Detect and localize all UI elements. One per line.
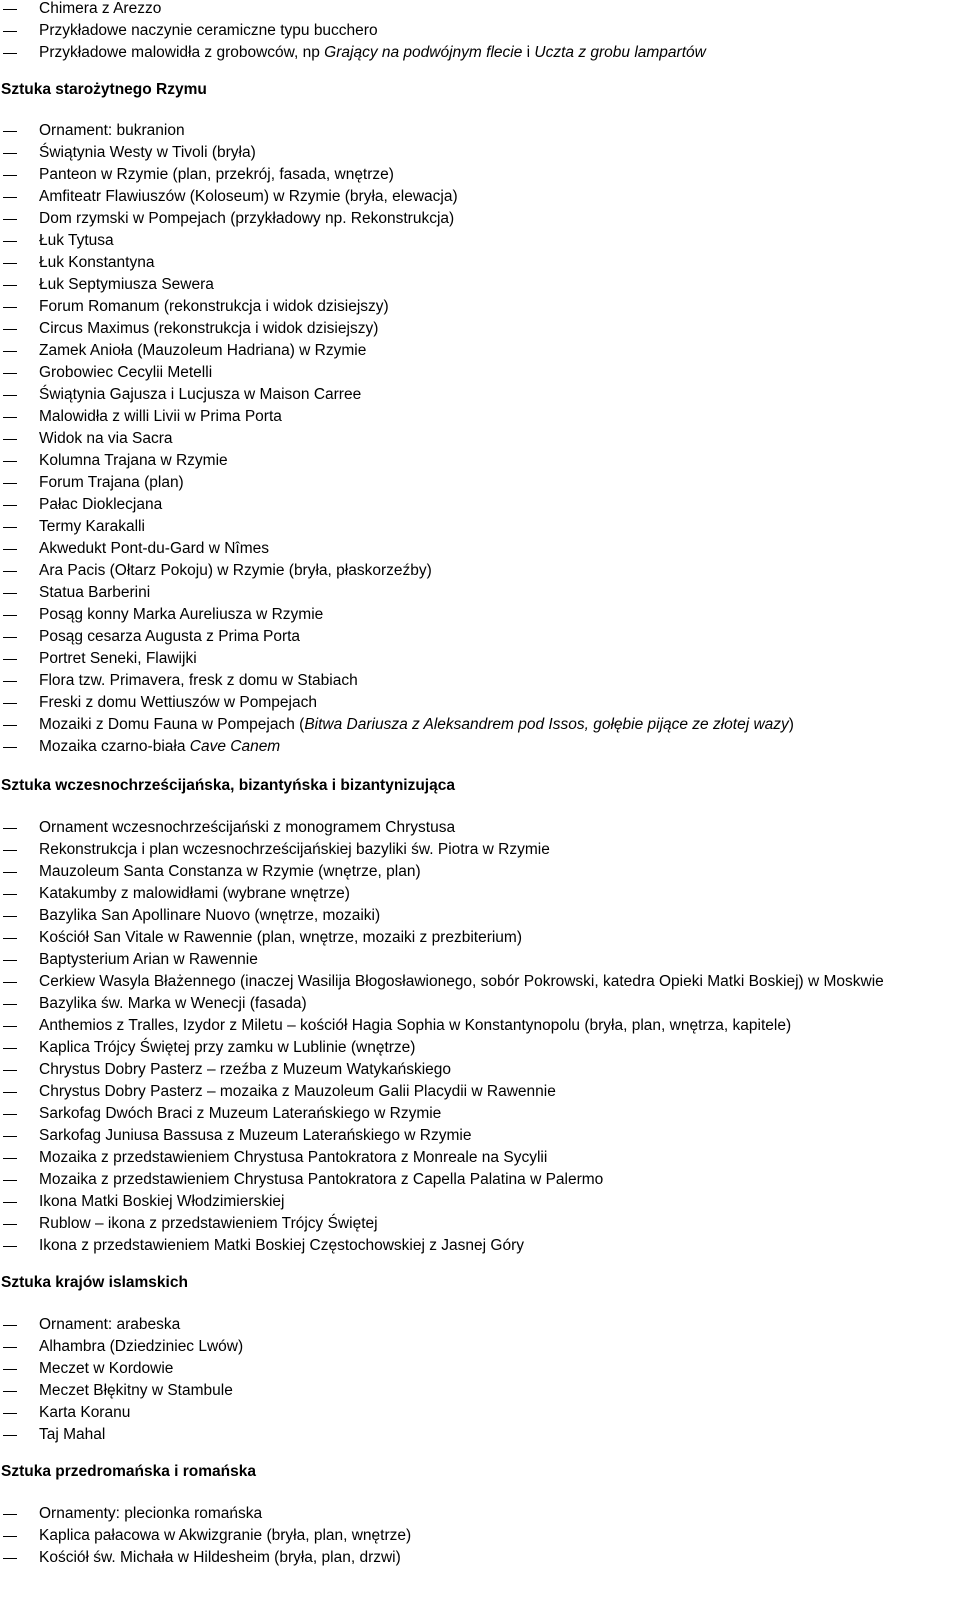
item-text: Taj Mahal (39, 1426, 106, 1443)
section-heading: Sztuka starożytnego Rzymu (1, 81, 207, 98)
dash-bullet-icon (3, 31, 17, 32)
dash-bullet-icon (3, 872, 17, 873)
dash-bullet-icon (3, 1202, 17, 1203)
item-text: Kaplica Trójcy Świętej przy zamku w Lublinie (wnętrze) (39, 1039, 416, 1056)
dash-bullet-icon (3, 1514, 17, 1515)
item-text: Bazylika San Apollinare Nuovo (wnętrze, mozaiki) (39, 907, 381, 924)
dash-bullet-icon (3, 395, 17, 396)
list-item-text (39, 861, 421, 883)
item-text: Posąg cesarza Augusta z Prima Porta (39, 628, 301, 645)
list-item-text (39, 1191, 285, 1213)
item-text: Sarkofag Dwóch Braci z Muzeum Laterańskiego w Rzymie (39, 1105, 442, 1122)
list-item-text (39, 1147, 547, 1169)
item-text: Sarkofag Juniusa Bassusa z Muzeum Laterańskiego w Rzymie (39, 1127, 472, 1144)
list-item-text (39, 817, 455, 839)
item-text: Kaplica pałacowa w Akwizgranie (bryła, plan, wnętrze) (39, 1527, 412, 1544)
list-item-text (39, 318, 378, 340)
list-item-text (39, 1402, 130, 1424)
item-text: Łuk Tytusa (39, 232, 114, 249)
dash-bullet-icon (3, 1246, 17, 1247)
item-text: Łuk Septymiusza Sewera (39, 276, 214, 293)
dash-bullet-icon (3, 153, 17, 154)
dash-bullet-icon (3, 938, 17, 939)
list-item-text (39, 274, 214, 296)
item-text: Świątynia Gajusza i Lucjusza w Maison Carree (39, 386, 362, 403)
item-text: Flora tzw. Primavera, fresk z domu w Stabiach (39, 672, 358, 689)
list-item-text (39, 186, 458, 208)
item-text: Meczet w Kordowie (39, 1360, 174, 1377)
dash-bullet-icon (3, 681, 17, 682)
item-text: Kościół San Vitale w Rawennie (plan, wnętrze, mozaiki z prezbiterium) (39, 929, 523, 946)
dash-bullet-icon (3, 703, 17, 704)
list-item-text (39, 582, 150, 604)
dash-bullet-icon (3, 1158, 17, 1159)
dash-bullet-icon (3, 593, 17, 594)
dash-bullet-icon (3, 828, 17, 829)
dash-bullet-icon (3, 850, 17, 851)
item-text: Termy Karakalli (39, 518, 145, 535)
list-item-text (39, 340, 366, 362)
list-item-text (39, 230, 114, 252)
item-text: Świątynia Westy w Tivoli (bryła) (39, 144, 256, 161)
dash-bullet-icon (3, 894, 17, 895)
list-item-text (39, 1103, 441, 1125)
item-text: Widok na via Sacra (39, 430, 173, 447)
item-text: Bazylika św. Marka w Wenecji (fasada) (39, 995, 307, 1012)
italic-title: Grający na podwójnym flecie (324, 44, 523, 61)
dash-bullet-icon (3, 1048, 17, 1049)
dash-bullet-icon (3, 1391, 17, 1392)
item-text: Pałac Dioklecjana (39, 496, 163, 513)
dash-bullet-icon (3, 9, 17, 10)
dash-bullet-icon (3, 1136, 17, 1137)
item-text: Ikona Matki Boskiej Włodzimierskiej (39, 1193, 285, 1210)
list-item-text (39, 0, 161, 20)
item-text: Dom rzymski w Pompejach (przykładowy np. Rekonstrukcja) (39, 210, 455, 227)
list-item-text (39, 949, 258, 971)
dash-bullet-icon (3, 1224, 17, 1225)
item-text: Chimera z Arezzo (39, 0, 162, 17)
dash-bullet-icon (3, 1369, 17, 1370)
list-item-text (39, 1525, 411, 1547)
italic-title: Uczta z grobu lampartów (534, 44, 706, 61)
list-item-text (39, 604, 323, 626)
dash-bullet-icon (3, 219, 17, 220)
list-item-text (39, 1314, 180, 1336)
list-item-text (39, 1380, 233, 1402)
dash-bullet-icon (3, 483, 17, 484)
item-text: Przykładowe naczynie ceramiczne typu bucchero (39, 22, 378, 39)
item-text: Forum Trajana (plan) (39, 474, 184, 491)
list-item-text (39, 1503, 262, 1525)
list-item-text (39, 142, 256, 164)
dash-bullet-icon (3, 1092, 17, 1093)
section-heading: Sztuka przedromańska i romańska (1, 1463, 256, 1480)
item-text: Przykładowe malowidła z grobowców, np (39, 44, 325, 61)
item-text: Chrystus Dobry Pasterz – mozaika z Mauzoleum Galii Placydii w Rawennie (39, 1083, 556, 1100)
dash-bullet-icon (3, 351, 17, 352)
list-item-text (39, 560, 432, 582)
list-item-text (39, 736, 280, 758)
item-text: Ornament wczesnochrześcijański z monogramem Chrystusa (39, 819, 456, 836)
item-text: Rekonstrukcja i plan wczesnochrześcijańskiej bazyliki św. Piotra w Rzymie (39, 841, 550, 858)
list-item-text (39, 208, 454, 230)
item-text: Panteon w Rzymie (plan, przekrój, fasada, wnętrze) (39, 166, 394, 183)
dash-bullet-icon (3, 549, 17, 550)
dash-bullet-icon (3, 527, 17, 528)
dash-bullet-icon (3, 263, 17, 264)
list-item-text (39, 538, 269, 560)
dash-bullet-icon (3, 1026, 17, 1027)
list-item-text (39, 472, 184, 494)
item-text: Mozaika z przedstawieniem Chrystusa Pantokratora z Capella Palatina w Palermo (39, 1171, 604, 1188)
list-item-text (39, 670, 358, 692)
list-item-text (39, 1358, 173, 1380)
item-text: Portret Seneki, Flawijki (39, 650, 197, 667)
dash-bullet-icon (3, 1536, 17, 1537)
item-text: Anthemios z Tralles, Izydor z Miletu – kościół Hagia Sophia w Konstantynopolu (bryła, plan, wnętrza, kapitele) (39, 1017, 792, 1034)
italic-title: Cave Canem (189, 738, 281, 755)
item-text: Malowidła z willi Livii w Prima Porta (39, 408, 282, 425)
dash-bullet-icon (3, 131, 17, 132)
list-item-text (39, 905, 380, 927)
list-item-text (39, 1213, 378, 1235)
item-text: Alhambra (Dziedziniec Lwów) (39, 1338, 244, 1355)
item-text: Kolumna Trajana w Rzymie (39, 452, 228, 469)
list-item-text (39, 1336, 243, 1358)
italic-title: Bitwa Dariusza z Aleksandrem pod Issos, gołębie pijące ze złotej wazy (304, 716, 789, 733)
list-item-text (39, 648, 197, 670)
dash-bullet-icon (3, 175, 17, 176)
dash-bullet-icon (3, 916, 17, 917)
list-item-text (39, 494, 162, 516)
item-text: Kościół św. Michała w Hildesheim (bryła, plan, drzwi) (39, 1549, 401, 1566)
list-item-text (39, 42, 706, 64)
list-item-text (39, 1059, 451, 1081)
list-item-text (39, 692, 317, 714)
list-item-text (39, 1547, 401, 1569)
item-text: Forum Romanum (rekonstrukcja i widok dzisiejszy) (39, 298, 389, 315)
list-item-text (39, 362, 212, 384)
dash-bullet-icon (3, 637, 17, 638)
item-text: Posąg konny Marka Aureliusza w Rzymie (39, 606, 324, 623)
dash-bullet-icon (3, 725, 17, 726)
dash-bullet-icon (3, 960, 17, 961)
section-heading: Sztuka wczesnochrześcijańska, bizantyńska i bizantynizująca (1, 777, 455, 794)
dash-bullet-icon (3, 197, 17, 198)
list-item-text (39, 164, 394, 186)
list-item-text (39, 1169, 603, 1191)
dash-bullet-icon (3, 1114, 17, 1115)
item-text: Grobowiec Cecylii Metelli (39, 364, 213, 381)
list-item-text (39, 1081, 556, 1103)
list-item-text (39, 1424, 105, 1446)
item-text: Cerkiew Wasyla Błażennego (inaczej Wasilija Błogosławionego, sobór Pokrowski, katedra Opieki Matki Boskiej) w Moskwie (39, 973, 884, 990)
list-item-text (39, 120, 185, 142)
list-item-text (39, 252, 154, 274)
list-item-text (39, 1235, 524, 1257)
dash-bullet-icon (3, 982, 17, 983)
dash-bullet-icon (3, 241, 17, 242)
dash-bullet-icon (3, 659, 17, 660)
list-item-text (39, 20, 378, 42)
item-text: i (522, 44, 535, 61)
dash-bullet-icon (3, 307, 17, 308)
item-text: Akwedukt Pont-du-Gard w Nîmes (39, 540, 270, 557)
item-text: Mozaika z przedstawieniem Chrystusa Pantokratora z Monreale na Sycylii (39, 1149, 548, 1166)
dash-bullet-icon (3, 461, 17, 462)
list-item-text (39, 993, 307, 1015)
item-text: Zamek Anioła (Mauzoleum Hadriana) w Rzymie (39, 342, 367, 359)
list-item-text (39, 883, 350, 905)
list-item-text (39, 450, 228, 472)
list-item-text (39, 927, 522, 949)
list-item-text (39, 1125, 471, 1147)
dash-bullet-icon (3, 329, 17, 330)
dash-bullet-icon (3, 373, 17, 374)
item-text: Mozaika czarno-biała (39, 738, 190, 755)
dash-bullet-icon (3, 1070, 17, 1071)
item-text: Mauzoleum Santa Constanza w Rzymie (wnętrze, plan) (39, 863, 421, 880)
dash-bullet-icon (3, 285, 17, 286)
list-item-text (39, 1015, 791, 1037)
dash-bullet-icon (3, 505, 17, 506)
item-text: Karta Koranu (39, 1404, 131, 1421)
item-text: Ara Pacis (Ołtarz Pokoju) w Rzymie (bryła, płaskorzeźby) (39, 562, 432, 579)
item-text: Ornamenty: plecionka romańska (39, 1505, 263, 1522)
dash-bullet-icon (3, 615, 17, 616)
dash-bullet-icon (3, 1558, 17, 1559)
item-text: Katakumby z malowidłami (wybrane wnętrze) (39, 885, 350, 902)
list-item-text (39, 714, 794, 736)
list-item-text (39, 296, 389, 318)
list-item-text (39, 516, 145, 538)
item-text: Rublow – ikona z przedstawieniem Trójcy Świętej (39, 1215, 378, 1232)
item-text: Łuk Konstantyna (39, 254, 155, 271)
dash-bullet-icon (3, 439, 17, 440)
item-text: Ikona z przedstawieniem Matki Boskiej Częstochowskiej z Jasnej Góry (39, 1237, 524, 1254)
item-text: Meczet Błękitny w Stambule (39, 1382, 233, 1399)
list-item-text (39, 384, 361, 406)
dash-bullet-icon (3, 1413, 17, 1414)
item-text: Ornament: arabeska (39, 1316, 181, 1333)
item-text: Freski z domu Wettiuszów w Pompejach (39, 694, 317, 711)
dash-bullet-icon (3, 1004, 17, 1005)
dash-bullet-icon (3, 1435, 17, 1436)
list-item-text (39, 839, 550, 861)
item-text: Amfiteatr Flawiuszów (Koloseum) w Rzymie (bryła, elewacja) (39, 188, 458, 205)
dash-bullet-icon (3, 571, 17, 572)
dash-bullet-icon (3, 1347, 17, 1348)
item-text: ) (788, 716, 794, 733)
dash-bullet-icon (3, 1325, 17, 1326)
list-item-text (39, 406, 282, 428)
list-item-text (39, 428, 173, 450)
dash-bullet-icon (3, 747, 17, 748)
item-text: Mozaiki z Domu Fauna w Pompejach ( (39, 716, 305, 733)
item-text: Circus Maximus (rekonstrukcja i widok dzisiejszy) (39, 320, 379, 337)
section-heading: Sztuka krajów islamskich (1, 1274, 188, 1291)
list-item-text (39, 971, 884, 993)
item-text: Statua Barberini (39, 584, 151, 601)
dash-bullet-icon (3, 417, 17, 418)
list-item-text (39, 626, 300, 648)
dash-bullet-icon (3, 1180, 17, 1181)
list-item-text (39, 1037, 415, 1059)
item-text: Chrystus Dobry Pasterz – rzeźba z Muzeum Watykańskiego (39, 1061, 452, 1078)
dash-bullet-icon (3, 53, 17, 54)
item-text: Baptysterium Arian w Rawennie (39, 951, 258, 968)
item-text: Ornament: bukranion (39, 122, 185, 139)
